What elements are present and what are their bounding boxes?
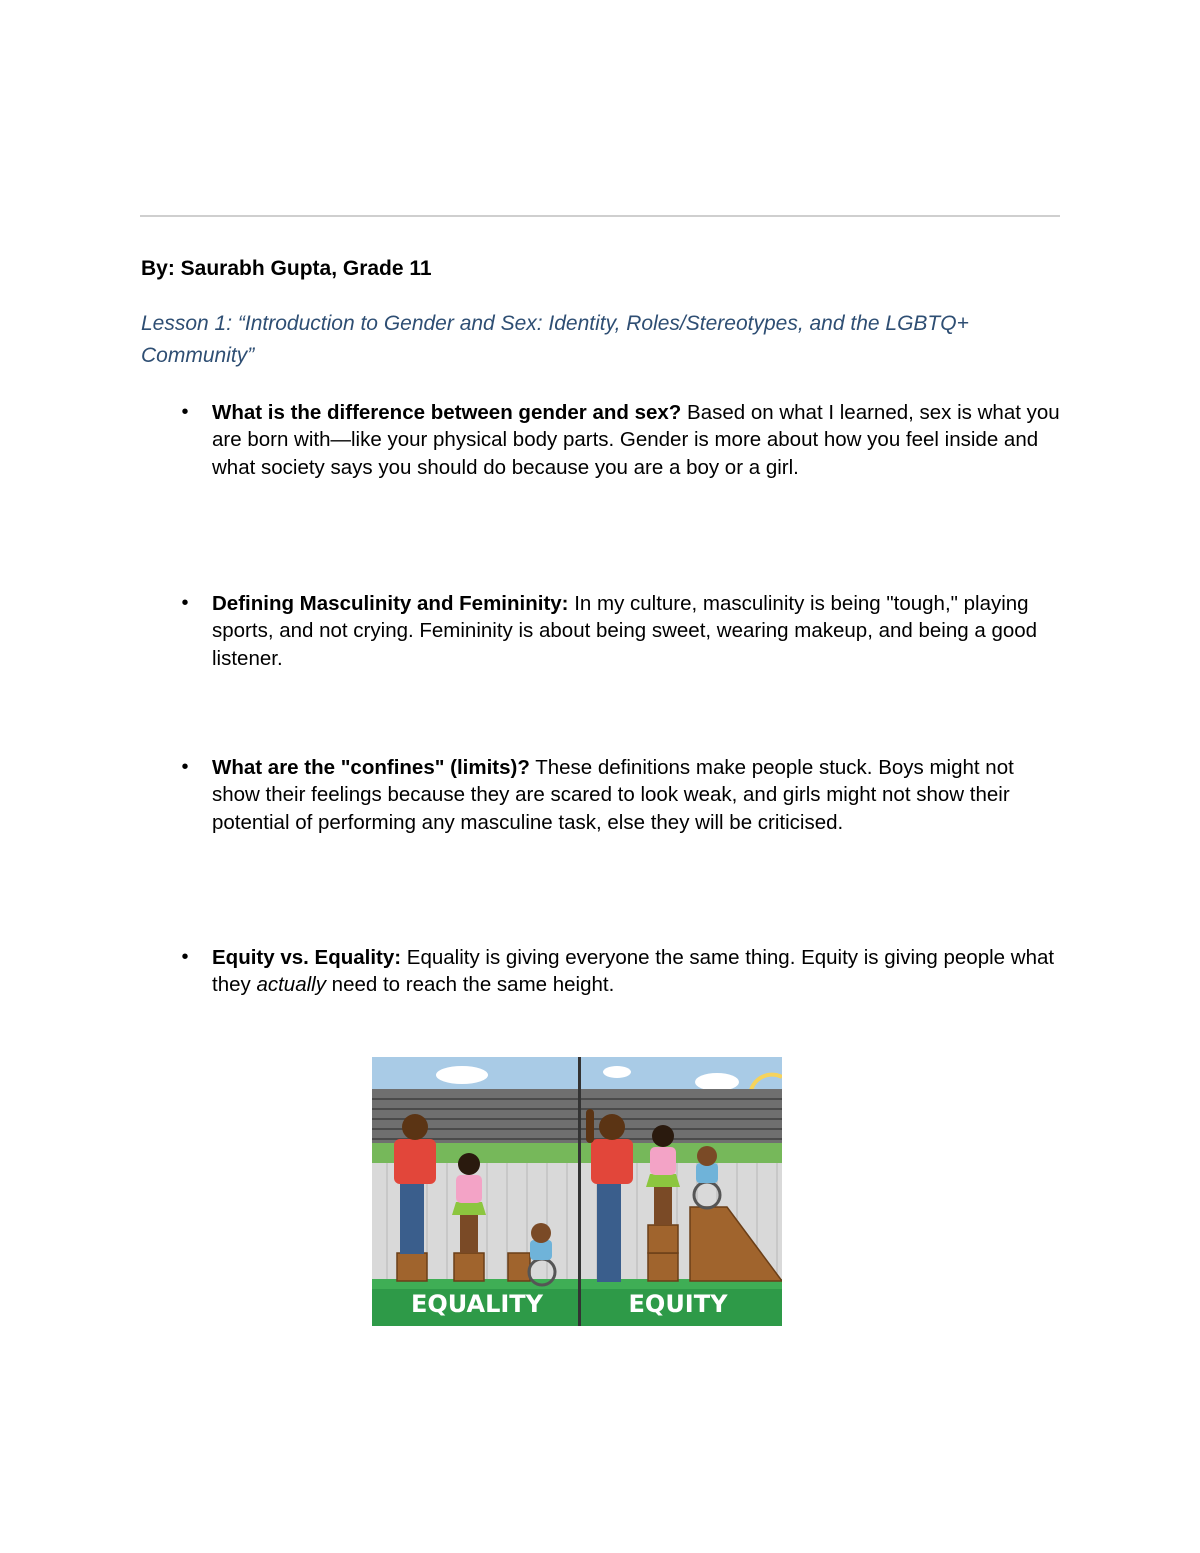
cloud bbox=[603, 1066, 631, 1078]
panel-divider bbox=[578, 1057, 581, 1326]
crate bbox=[508, 1253, 530, 1281]
person-shirt bbox=[591, 1139, 633, 1184]
person-head bbox=[402, 1114, 428, 1140]
bullet-marker: • bbox=[181, 592, 189, 614]
cloud bbox=[695, 1073, 739, 1091]
bullet-body: Equality is giving everyone the same thing. Equity is giving people what they bbox=[212, 946, 1055, 997]
person-shirt bbox=[394, 1139, 436, 1184]
horizontal-rule bbox=[140, 215, 1060, 217]
crate bbox=[454, 1253, 484, 1281]
bullet-heading: What is the difference between gender and sex? bbox=[212, 401, 682, 424]
person-shirt bbox=[650, 1147, 676, 1175]
equality-equity-image bbox=[372, 1057, 782, 1326]
bullet-body: Based on what I learned, sex is what you are born with—like your physical body parts. Gender is more about how you feel inside and what society says you should do because you are a boy or a girl. bbox=[212, 401, 1060, 479]
person-legs bbox=[400, 1182, 424, 1254]
bullet-body: need to reach the same height. bbox=[325, 973, 615, 997]
crate bbox=[648, 1225, 678, 1253]
person-skirt bbox=[452, 1202, 486, 1215]
equity-label: EQUITY bbox=[628, 1290, 728, 1318]
bullet-heading: What are the "confines" (limits)? bbox=[212, 756, 530, 779]
bullet-item-confines bbox=[181, 754, 1062, 836]
crate bbox=[648, 1253, 678, 1281]
person-head bbox=[652, 1125, 674, 1147]
equality-equity-illustration bbox=[372, 1057, 782, 1326]
bullet-marker: • bbox=[181, 401, 189, 423]
equality-label: EQUALITY bbox=[410, 1290, 544, 1318]
person-shirt bbox=[456, 1175, 482, 1203]
bullet-body: These definitions make people stuck. Boys might not show their feelings because they are scared to look weak, and girls might not show their potential of performing any masculine task, else they will be criticised. bbox=[212, 756, 1014, 834]
bullet-body: In my culture, masculinity is being "tough," playing sports, and not crying. Femininity is about being sweet, wearing makeup, and being a good listener. bbox=[212, 592, 1038, 670]
bullet-marker: • bbox=[181, 756, 189, 778]
bullet-item-equity-equality bbox=[181, 944, 1062, 999]
person-head bbox=[458, 1153, 480, 1175]
person-skirt bbox=[646, 1174, 680, 1187]
person-head bbox=[599, 1114, 625, 1140]
bullet-item-gender-vs-sex bbox=[181, 399, 1062, 481]
bullet-marker: • bbox=[181, 946, 189, 968]
person-head bbox=[697, 1146, 717, 1166]
lesson-title: Lesson 1: “Introduction to Gender and Sex: Identity, Roles/Stereotypes, and the LGBTQ+ Community” bbox=[141, 312, 969, 367]
byline: By: Saurabh Gupta, Grade 11 bbox=[141, 257, 432, 280]
person-head bbox=[531, 1223, 551, 1243]
bullet-item-masculinity-femininity bbox=[181, 590, 1062, 672]
bullet-heading: Defining Masculinity and Femininity: bbox=[212, 592, 569, 615]
bullet-heading: Equity vs. Equality: bbox=[212, 946, 402, 969]
bullet-body-emphasis: actually bbox=[256, 973, 326, 997]
cloud bbox=[436, 1066, 488, 1084]
person-arm bbox=[586, 1109, 594, 1143]
person-legs bbox=[597, 1182, 621, 1282]
crate bbox=[397, 1253, 427, 1281]
